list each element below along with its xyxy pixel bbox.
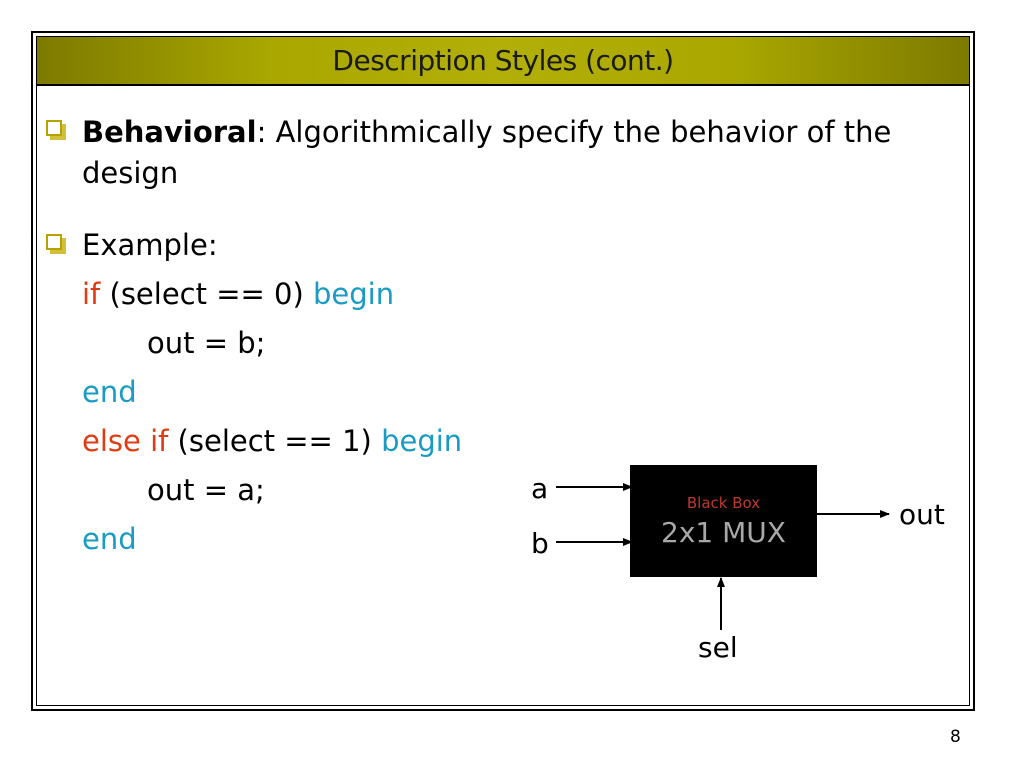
code-line-5: out = a;: [147, 473, 265, 507]
keyword-if: if: [82, 277, 101, 311]
code-line-6: end: [82, 522, 137, 556]
code-line-3: end: [82, 375, 137, 409]
code-condition: (select == 0): [100, 277, 313, 311]
example-label: Example:: [82, 228, 218, 262]
slide-title: Description Styles (cont.): [332, 44, 674, 77]
select-label: sel: [698, 631, 738, 664]
behavioral-definition: : Algorithmically specify the behavior of the: [256, 115, 892, 149]
output-label: out: [899, 498, 945, 531]
keyword-else-if: else if: [82, 424, 169, 458]
code-condition: (select == 1): [168, 424, 382, 458]
keyword-begin: begin: [313, 277, 395, 311]
mux-caption: Black Box: [686, 493, 761, 512]
code-line-2: out = b;: [147, 326, 266, 360]
mux-label: 2x1 MUX: [661, 515, 786, 549]
keyword-begin: begin: [381, 424, 463, 458]
page-number: 8: [950, 727, 961, 747]
input-b-label: b: [531, 527, 549, 560]
behavioral-term: Behavioral: [82, 115, 257, 149]
behavioral-definition-continued: design: [82, 156, 179, 190]
input-a-label: a: [531, 472, 549, 505]
